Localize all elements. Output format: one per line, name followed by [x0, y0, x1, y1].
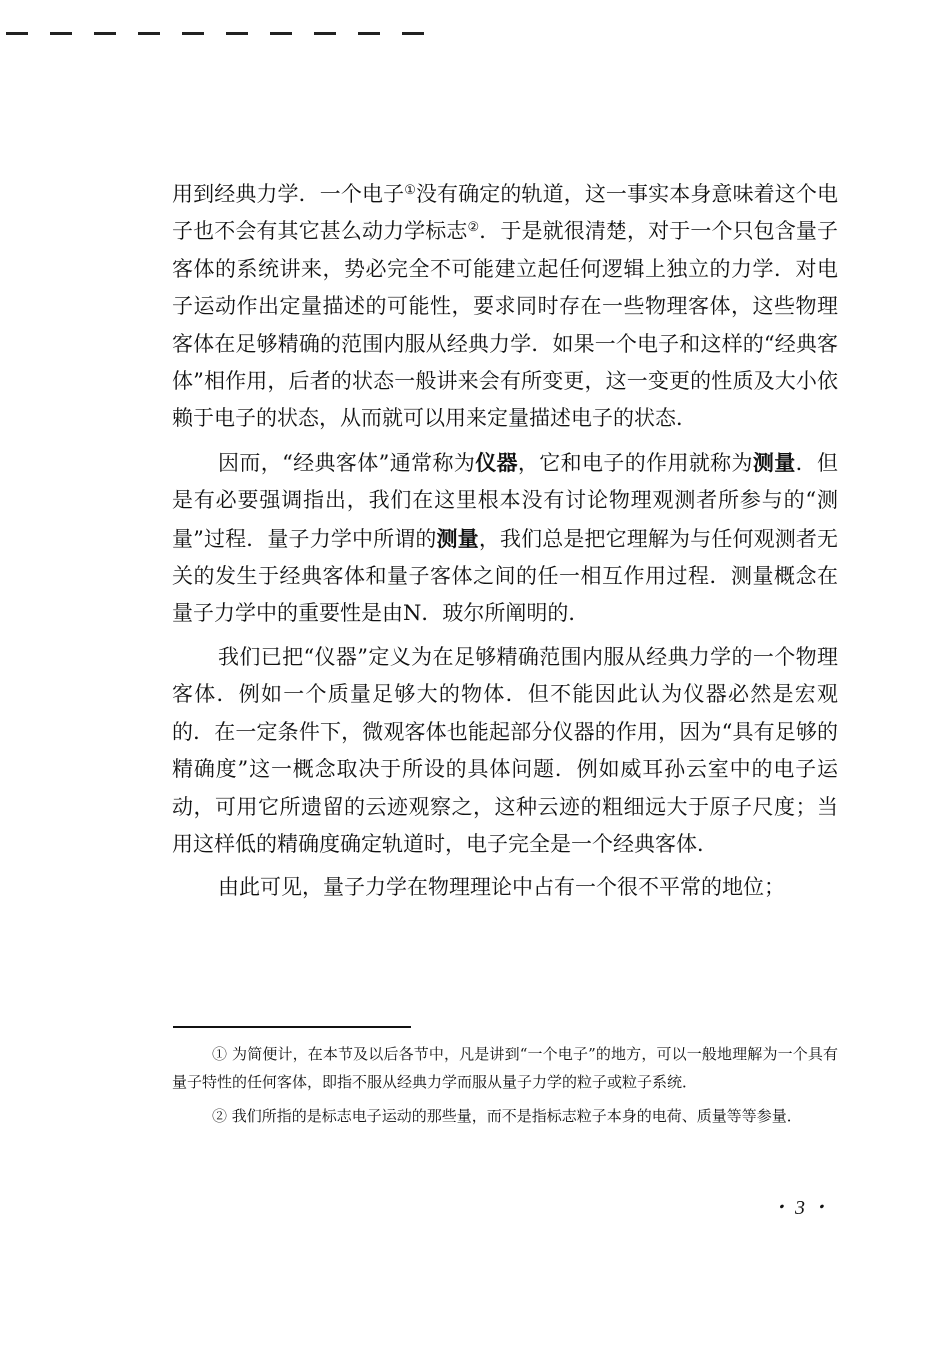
header-rule-dashes — [6, 30, 456, 36]
emphasized-term: 仪器 — [475, 449, 518, 475]
footnote-1: ① 为简便计，在本节及以后各节中，凡是讲到“一个电子”的地方，可以一般地理解为一个具有量子特性的任何客体，即指不服从经典力学而服从量子力学的粒子或粒子系统． — [172, 1045, 838, 1091]
footnote-marker: ② — [467, 220, 480, 236]
footnote-separator — [173, 1026, 411, 1028]
page-number: ・ 3 ・ — [770, 1197, 830, 1219]
footnotes — [172, 1040, 838, 1136]
emphasized-term: 测量 — [752, 449, 796, 475]
text-run: ．但是有必要强调指出，我们在这里根本没有讨论物理观测者所参与的“测量”过程．量子力学中所谓的 — [172, 450, 839, 551]
paragraph — [172, 444, 838, 633]
footnote-2: ② 我们所指的是标志电子运动的那些量，而不是指标志粒子本身的电荷、质量等等参量． — [212, 1107, 802, 1125]
paragraph — [172, 176, 838, 438]
text-run: 用到经典力学．一个电子 — [172, 182, 405, 206]
text-run: 没有确定的轨道，这一事实本身意味着这个电子也不会有其它甚么动力学标志 — [172, 182, 839, 244]
body-text — [172, 176, 838, 913]
text-run: ．于是就很清楚，对于一个只包含量子客体的系统讲来，势必完全不可能建立起任何逻辑上独立的力学．对电子运动作出定量描述的可能性，要求同时存在一些物理客体，这些物理客体在足够精确的范围内服从经典力学．如果一个电子和这样的“经典客体”相作用，后者的状态一般讲来会有所变更，这一变更的性质及大小依赖于电子的状态，从而就可以用来定量描述电子的状态． — [172, 219, 839, 431]
text-run: ，我们总是把它理解为与任何观测者无关的发生于经典客体和量子客体之间的任一相互作用过程．测量概念在量子力学中的重要性是由N．玻尔所阐明的． — [172, 526, 839, 626]
footnote-marker: ① — [404, 183, 416, 198]
text-run: 因而，“经典客体”通常称为 — [218, 450, 476, 475]
emphasized-term: 测量 — [436, 525, 479, 551]
text-run: 由此可见，量子力学在物理理论中占有一个很不平常的地位； — [218, 875, 785, 900]
text-run: 我们已把“仪器”定义为在足够精确范围内服从经典力学的一个物理客体．例如一个质量足够大的物体．但不能因此认为仪器必然是宏观的．在一定条件下，微观客体也能起部分仪器的作用，因为“具有足够的精确度”这一概念取决于所设的具体问题．例如威耳孙云室中的电子运动，可用它所遗留的云迹观察之，这种云迹的粗细远大于原子尺度；当用这样低的精确度确定轨道时，电子完全是一个经典客体． — [172, 644, 838, 856]
text-run: ，它和电子的作用就称为 — [517, 450, 753, 475]
paragraph — [172, 639, 838, 863]
paragraph — [172, 869, 838, 906]
